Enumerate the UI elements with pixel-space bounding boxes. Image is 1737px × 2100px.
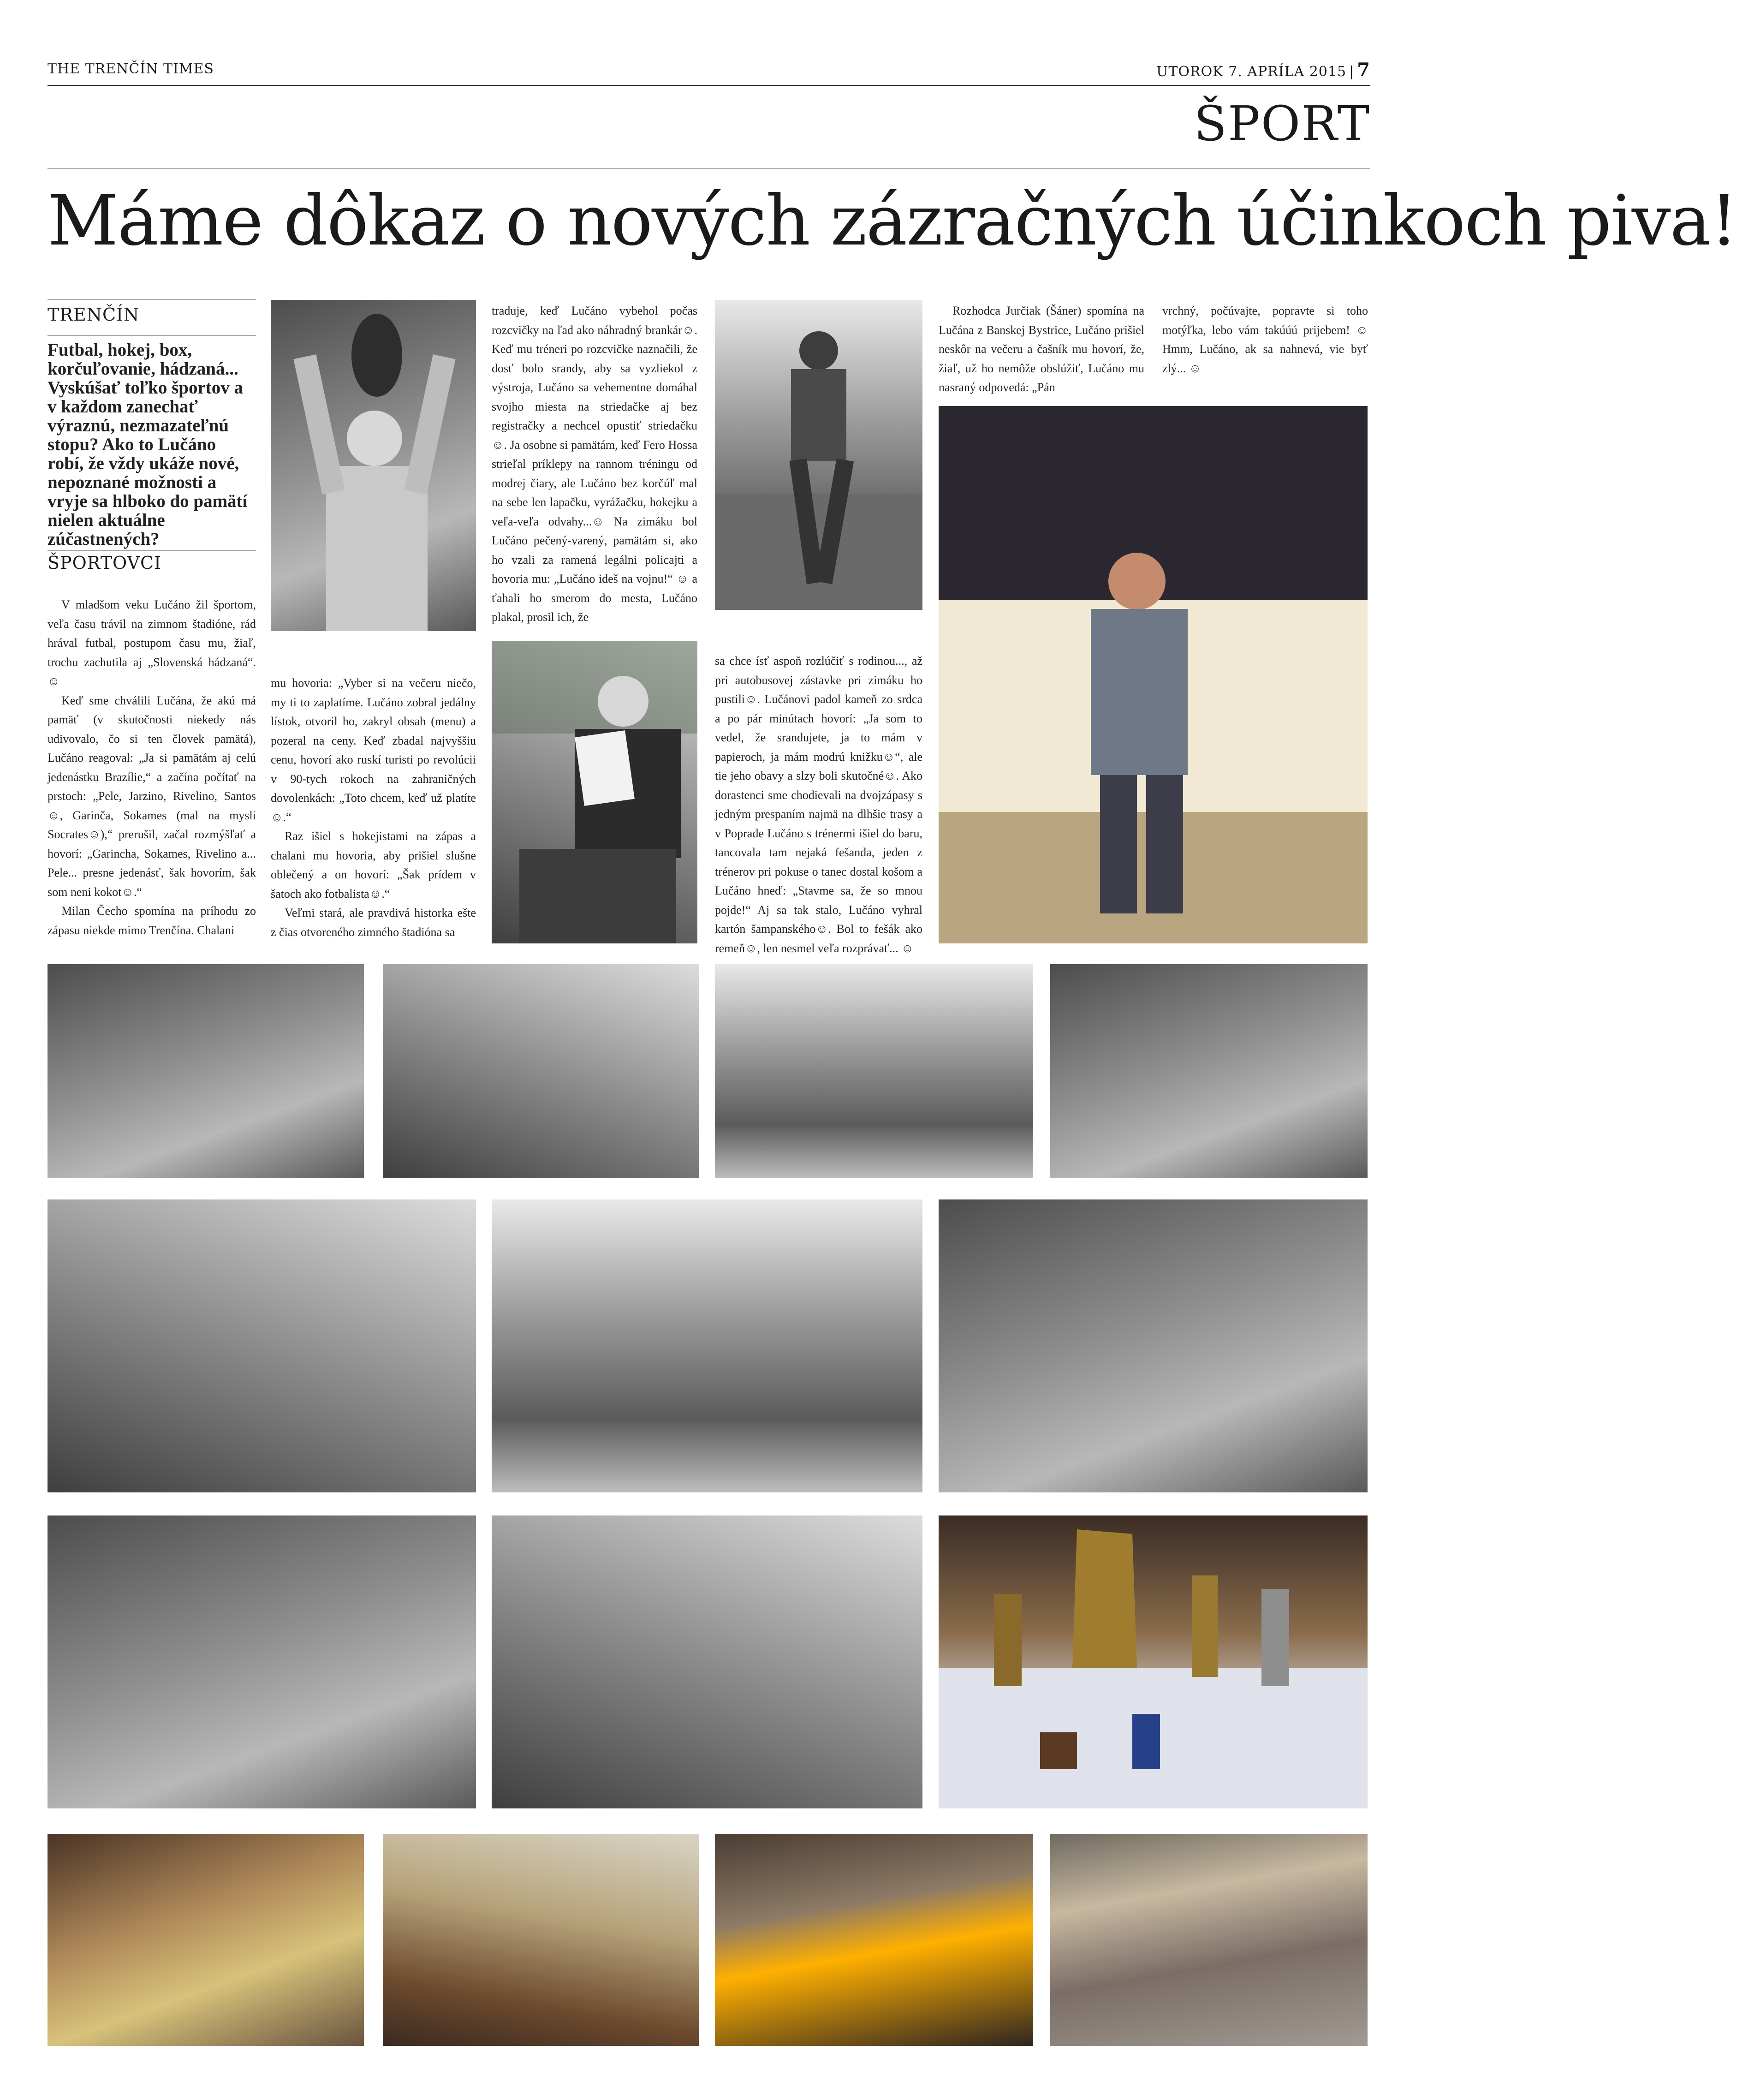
section-rule — [48, 168, 1370, 169]
paragraph: vrchný, počúvajte, popravte si toho motýľka, lebo vám takúúú prijebem! ☺ Hmm, Lučáno, ak sa nahnevá, vie byť zlý... ☺ — [1162, 304, 1368, 375]
issue-date-page — [1156, 59, 1370, 81]
article-column-1 — [48, 595, 256, 940]
photo-party-1 — [48, 1834, 364, 2046]
subhead-sportovci: ŠPORTOVCI — [48, 553, 162, 573]
issue-date: UTOROK 7. APRÍLA 2015 — [1156, 64, 1347, 80]
photo-party-4 — [1050, 1834, 1368, 2046]
subhead-rule — [48, 550, 256, 551]
photo-party-3 — [715, 1834, 1033, 2046]
photo-trophies-table — [939, 1515, 1368, 1808]
paragraph: Rozhodca Jurčiak (Šáner) spomína na Lučána z Banskej Bystrice, Lučáno prišiel neskôr na večeru a čašník mu hovorí, že, žiaľ, už ho nemôže obslúžiť, Lučáno mu nasraný odpovedá: „Pán — [939, 304, 1144, 394]
paragraph: sa chce ísť aspoň rozlúčiť s rodinou..., až pri autobusovej zástavke pri zimáku ho pustili☺. Lučánovi padol kameň zo srdca a po pár minútach hovorí: „Ja som to vedel, že srandujete, ja to mám v papieroch, ja mám modrú knižku☺“, ale tie jeho obavy a slzy boli skutočné☺. Ako dorastenci sme chodievali na dvojzápasy s jedným prespaním najmä na dlhšie trasy a v Poprade Lučáno s trénermi išiel do baru, tancovala tam nejaká fešanda, jeden z trénerov pri pokuse o tanec dostal košom a Lučáno hneď: „Stavme sa, že so mnou pojde!“ Aj sa tak stalo, Lučáno vyhral kartón šampanského☺. Bol to fešák ako remeň☺, len nesmel veľa rozprávať... ☺ — [715, 654, 922, 955]
paragraph: mu hovoria: „Vyber si na večeru niečo, my ti to zaplatíme. Lučáno zobral jedálny lístok, otvoril ho, zakryl obsah (menu) a pozeral na ceny. Keď zbadal najvyššiu cenu, hovorí ako ruskí turisti po revolúcii v 90-tych rokoch na zahraničných dovolenkách: „Toto chcem, keď už platíte☺.“ — [271, 676, 476, 824]
article-column-5 — [939, 301, 1144, 397]
photo-football-match — [715, 964, 1033, 1178]
photo-bandy-team — [48, 1515, 476, 1808]
photo-lucano-singing-stage — [939, 406, 1368, 943]
photo-goalkeeper-ball — [383, 964, 699, 1178]
photo-ceremony-handshake — [48, 964, 364, 1178]
photo-lucano-standing — [715, 300, 922, 610]
article-lead: Futbal, hokej, box, korčuľovanie, hádzaná... Vyskúšať toľko športov a v každom zanechať výraznú, nezmazateľnú stopu? Ako to Lučáno robí, že vždy ukáže nové, nepoznané možnosti a vryje sa hlboko do pamätí nielen aktuálne zúčastnených? — [48, 340, 248, 549]
kicker-rule-bottom — [48, 335, 256, 336]
paragraph: V mladšom veku Lučáno žil športom, veľa času trávil na zimnom štadióne, rád hrával futbal, postupom času mu, žiaľ, trochu zachutila aj „Slovenská hádzaná“. ☺ — [48, 598, 256, 688]
paragraph: traduje, keď Lučáno vybehol počas rozcvičky na ľad ako náhradný brankár☺. Keď mu tréneri po rozcvičke naznačili, že dosť bolo srandy, aby sa vyzliekol z výstroja, Lučáno sa vehementne domáhal svojho miesta na striedačke aj bez registračky a nechcel opustiť striedačku☺. Ja osobne si pamätám, keď Fero Hossa strieľal príklepy na rannom tréningu od modrej čiary, ale Lučáno bez korčúľ mal na sebe len lapačku, vyrážačku, hokejku a veľa-veľa odvahy...☺ Na zimáku bol Lučáno pečený-varený, pamätám si, ako ho vzali za ramená legálni policajti a hovoria mu: „Lučáno ideš na vojnu!“ ☺ a ťahali ho smerom do mesta, Lučáno plakal, prosil ich, že — [492, 304, 697, 624]
kicker-rule-top — [48, 299, 256, 300]
location-kicker: TRENČÍN — [48, 304, 140, 325]
section-title: ŠPORT — [1194, 95, 1370, 152]
newspaper-name: THE TRENČÍN TIMES — [48, 61, 214, 77]
photo-handball-team — [492, 1199, 922, 1492]
headline: Máme dôkaz o nových zázračných účinkoch piva! — [48, 181, 1737, 261]
photo-outdoor-group — [492, 1515, 922, 1808]
page-number: 7 — [1357, 59, 1370, 81]
paragraph: Milan Čecho spomína na príhodu zo zápasu niekde mimo Trenčína. Chalani — [48, 904, 256, 937]
article-column-3 — [492, 301, 697, 627]
photo-hockey-team — [939, 1199, 1368, 1492]
article-column-4 — [715, 651, 922, 958]
photo-lucano-seated — [492, 641, 697, 943]
paragraph: Raz išiel s hokejistami na zápas a chalani mu hovoria, aby prišiel slušne oblečený a on hovorí: „Šak prídem v šatoch ako fotbalista☺.“ — [271, 829, 476, 901]
paragraph: Veľmi stará, ale pravdivá historka ešte z čias otvoreného zimného štadióna sa — [271, 906, 476, 939]
article-column-2 — [271, 674, 476, 942]
paragraph: Keď sme chválili Lučána, že akú má pamäť (v skutočnosti niekedy nás udivovalo, čo si ten človek pamätá), Lučáno reagoval: „Ja si pamätám aj celú jedenástku Brazílie,“ a začína počítať na prstoch: „Pele, Jarzino, Rivelino, Santos☺, Garinča, Sokames (mal na mysli Socrates☺),“ prerušil, začal rozmýšľať a hovorí: „Garincha, Sokames, Rivelino a... Pele... presne jedenásť, šak hovorím, šak som neni kokot☺.“ — [48, 693, 256, 899]
photo-lucano-trophy — [271, 300, 476, 631]
photo-party-2 — [383, 1834, 699, 2046]
header-separator: | — [1349, 64, 1355, 80]
photo-lucano-with-crowd — [1050, 964, 1368, 1178]
article-column-6 — [1162, 301, 1368, 378]
photo-players-group — [48, 1199, 476, 1492]
header-rule — [48, 85, 1370, 86]
